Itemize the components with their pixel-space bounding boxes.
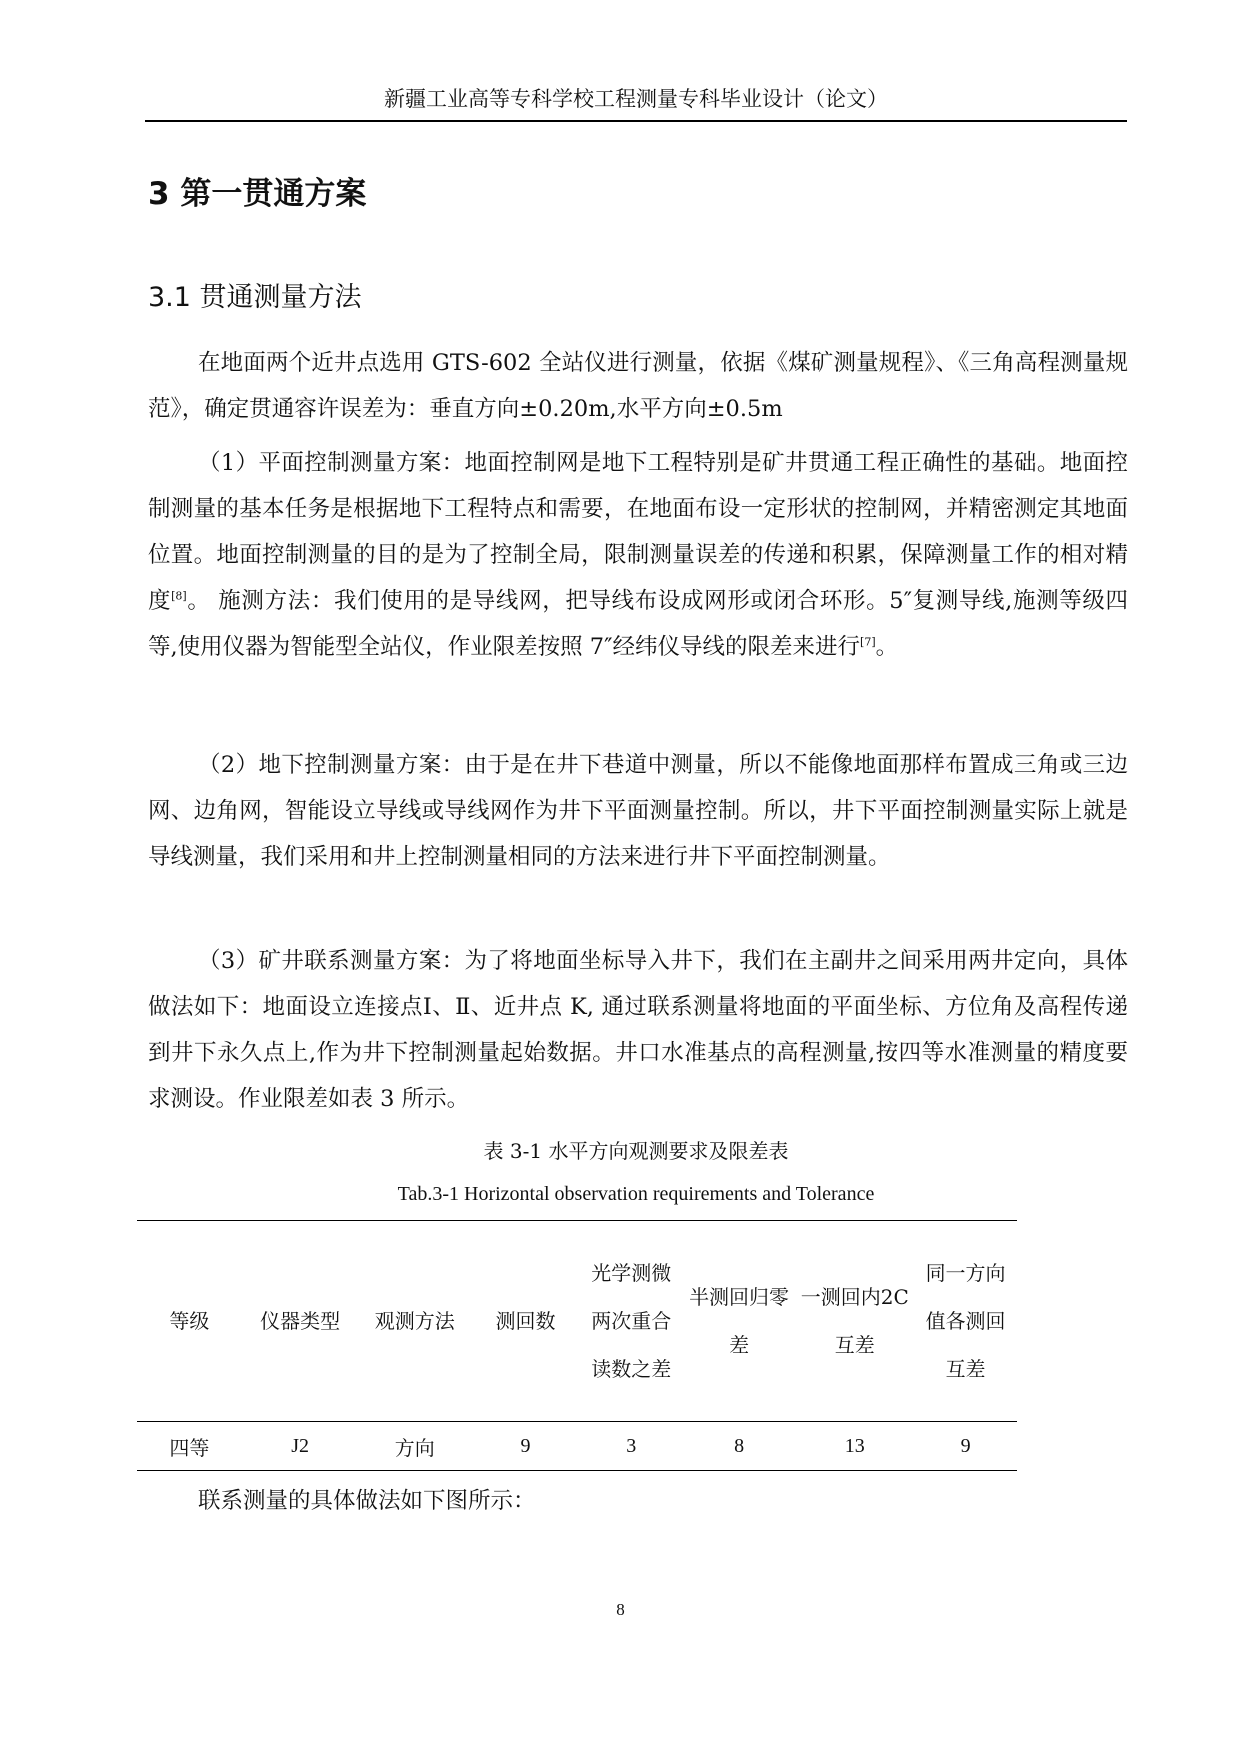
table-cell: 方向 xyxy=(358,1422,471,1471)
section-heading: 3.1 贯通测量方法 xyxy=(148,282,362,313)
paragraph-plane-control xyxy=(148,440,1128,670)
table-header-cell: 测回数 xyxy=(471,1221,580,1422)
paragraph-underground-control: （2）地下控制测量方案：由于是在井下巷道中测量，所以不能像地面那样布置成三角或三边网、边角网，智能设立导线或导线网作为井下平面测量控制。所以，井下平面控制测量实际上就是导线测量，我们采用和井上控制测量相同的方法来进行井下平面控制测量。 xyxy=(148,752,1128,870)
table-caption-en: Tab.3-1 Horizontal observation requirements and Tolerance xyxy=(397,1183,875,1205)
paragraph-text: 。 施测方法：我们使用的是导线网，把导线布设成网形或闭合环形。5″复测导线,施测等级四等,使用仪器为智能型全站仪，作业限差按照 7″经纬仪导线的限差来进行 xyxy=(148,588,1128,660)
figure-intro-text: 联系测量的具体做法如下图所示： xyxy=(198,1488,536,1514)
table-cell: 9 xyxy=(471,1422,580,1471)
citation: [7] xyxy=(860,635,876,649)
paragraph-intro: 在地面两个近井点选用 GTS-602 全站仪进行测量，依据《煤矿测量规程》、《三角高程测量规范》，确定贯通容许误差为：垂直方向±0.20m,水平方向±0.5m xyxy=(148,350,1128,422)
page-header xyxy=(145,88,1127,122)
table-header-cell: 观测方法 xyxy=(358,1221,471,1422)
table-cell: 8 xyxy=(683,1422,796,1471)
table-header-row xyxy=(137,1221,1017,1422)
table-header-cell: 仪器类型 xyxy=(242,1221,359,1422)
table-cell: 9 xyxy=(914,1422,1017,1471)
table-header-cell: 等级 xyxy=(137,1221,242,1422)
table-caption-cn: 表 3-1 水平方向观测要求及限差表 xyxy=(483,1139,789,1163)
paragraph-text: 。 xyxy=(875,634,899,660)
chapter-heading: 3 第一贯通方案 xyxy=(148,176,367,212)
tolerance-table xyxy=(137,1220,1017,1471)
table-row xyxy=(137,1422,1017,1471)
table-header-cell: 半测回归零差 xyxy=(683,1221,796,1422)
page-number: 8 xyxy=(616,1600,625,1619)
table-header-cell: 光学测微两次重合读数之差 xyxy=(580,1221,683,1422)
header-title: 新疆工业高等专科学校工程测量专科毕业设计（论文） xyxy=(384,87,888,111)
paragraph-text: （1）平面控制测量方案：地面控制网是地下工程特别是矿井贯通工程正确性的基础。地面控制测量的基本任务是根据地下工程特点和需要，在地面布设一定形状的控制网，并精密测定其地面位置。地面控制测量的目的是为了控制全局，限制测量误差的传递和积累，保障测量工作的相对精度 xyxy=(148,450,1128,614)
table-cell: 四等 xyxy=(137,1422,242,1471)
table-cell: J2 xyxy=(242,1422,359,1471)
table-header-cell: 一测回内2C 互差 xyxy=(795,1221,914,1422)
table-cell: 3 xyxy=(580,1422,683,1471)
table-cell: 13 xyxy=(795,1422,914,1471)
paragraph-connection-survey: （3）矿井联系测量方案：为了将地面坐标导入井下，我们在主副井之间采用两井定向，具体做法如下：地面设立连接点Ⅰ、Ⅱ、近井点 K, 通过联系测量将地面的平面坐标、方位角及高程传递到井下永久点上,作为井下控制测量起始数据。井口水准基点的高程测量,按四等水准测量的精度要求测设。作业限差如表 3 所示。 xyxy=(148,948,1128,1112)
table-header-cell: 同一方向值各测回互差 xyxy=(914,1221,1017,1422)
citation: [8] xyxy=(171,589,187,603)
